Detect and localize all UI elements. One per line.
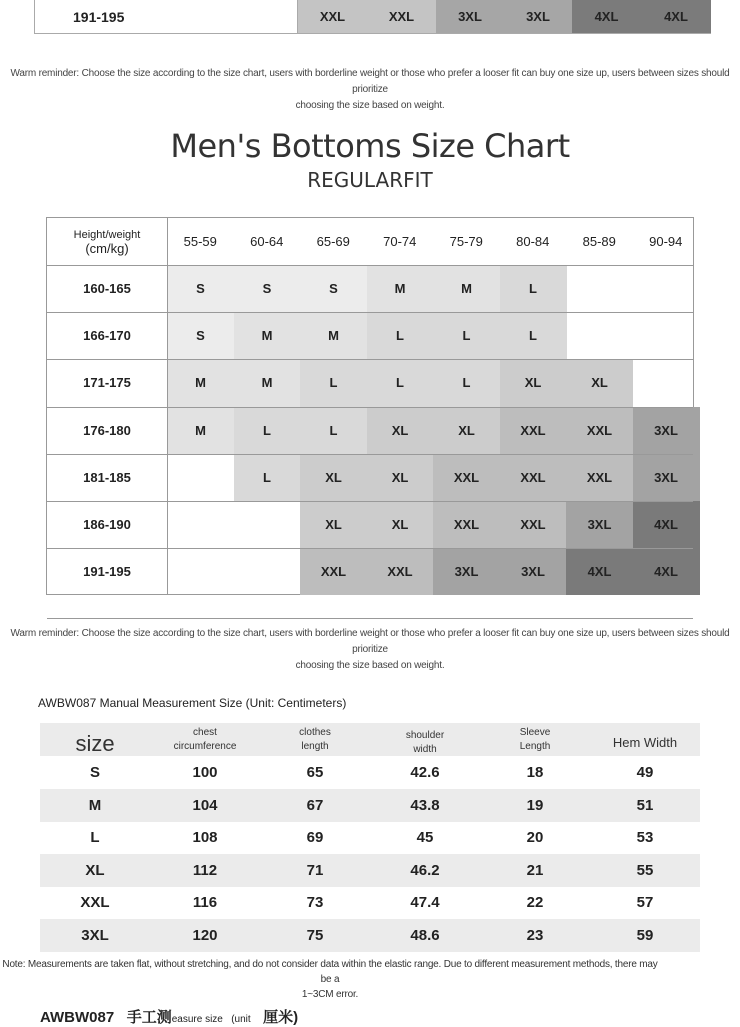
size-chart-table [46,217,694,595]
size-cell: L [234,407,301,454]
header-label-line: Height/weight [73,228,141,241]
size-cell: S [234,265,301,312]
reminder-line: choosing the size based on weight. [295,100,445,111]
measurement-cell-sleeve: 23 [526,927,544,944]
weight-header-cell: 90-94 [649,234,683,249]
measurement-cell-shoulder: 45 [416,829,434,846]
chart-title: Men's Bottoms Size Chart [170,127,570,165]
header-length [260,723,370,756]
size-cell: XXL [566,407,633,454]
size-cell [633,359,700,406]
top-row-cell: 4XL [641,0,711,33]
size-cell: XL [566,359,633,406]
measurement-cell-shoulder: 42.6 [410,764,440,781]
measurement-cell-sleeve: 18 [526,764,544,781]
note-line: Note: Measurements are taken flat, without stretching, and do not consider data within the elastic range. Due to different measurement methods, there may be a [2,959,658,985]
size-cell [566,312,633,359]
top-size-row [34,0,711,34]
size-cell: XXL [300,548,367,595]
row-divider [47,265,693,266]
measurement-cell-hem: 55 [636,862,654,879]
size-cell: L [433,359,500,406]
row-divider [47,407,693,408]
measurement-row [40,789,700,822]
size-cell [633,265,700,312]
size-cell: 4XL [566,548,633,595]
chart-subtitle: REGULARFIT [307,168,433,192]
header-hem: Hem Width [612,735,678,750]
header-chest-line1: chest [193,726,217,738]
measurement-cell-shoulder: 43.8 [410,797,440,814]
size-cell [566,265,633,312]
size-cell: M [367,265,434,312]
measurement-title: AWBW087 Manual Measurement Size (Unit: Centimeters) [38,696,347,710]
header-chest [150,723,260,756]
measurement-cell-size: 3XL [81,927,109,944]
size-cell: M [234,312,301,359]
size-cell: M [300,312,367,359]
height-row-label: 160-165 [83,281,131,297]
size-cell: 4XL [633,501,700,548]
size-cell: S [300,265,367,312]
size-cell [167,501,234,548]
weight-header-cell: 75-79 [449,234,483,249]
size-cell: S [167,312,234,359]
size-cell: XL [500,359,567,406]
size-cell [633,312,700,359]
measurement-cell-length: 67 [306,797,324,814]
weight-header-cell: 65-69 [316,234,350,249]
size-cell: 3XL [500,548,567,595]
size-cell: L [234,454,301,501]
header-sleeve-line1: Sleeve [519,726,551,738]
measurement-cell-length: 73 [306,894,324,911]
measurement-cell-hem: 49 [636,764,654,781]
measurement-row [40,756,700,789]
header-shoulder-line2: width [413,743,437,755]
weight-header-cell: 85-89 [582,234,616,249]
size-cell: 4XL [633,548,700,595]
top-row-cell: XXL [367,0,436,33]
measurement-cell-hem: 53 [636,829,654,846]
header-sleeve [480,723,590,756]
header-length-line2: length [301,740,329,752]
measurement-cell-chest: 120 [192,927,218,944]
header-length-line1: clothes [299,726,331,738]
height-row-label: 191-195 [83,564,131,580]
bottom-title-cm: 厘米) [263,1009,299,1026]
size-cell: M [167,407,234,454]
top-row-cell: 4XL [572,0,641,33]
size-cell: S [167,265,234,312]
weight-header-cell: 80-84 [516,234,550,249]
size-cell: L [500,265,567,312]
size-cell: XXL [500,501,567,548]
size-cell: L [367,359,434,406]
measurement-cell-sleeve: 22 [526,894,544,911]
measurement-cell-size: XL [85,862,105,879]
measurement-cell-chest: 108 [192,829,218,846]
measurement-row [40,886,700,919]
top-row-cell: XXL [298,0,367,33]
size-cell: L [300,407,367,454]
size-cell: XXL [367,548,434,595]
measurement-cell-length: 71 [306,862,324,879]
header-label-line: (cm/kg) [85,240,129,256]
note-line: 1~3CM error. [301,989,359,1000]
measurement-row [40,854,700,887]
reminder-line: Warm reminder: Choose the size according to the size chart, users with borderline weight or those who prefer a looser fit can buy one size up, users between sizes should prioritize [10,68,730,95]
measurement-header-row [40,723,700,756]
size-cell: 3XL [433,548,500,595]
reminder-line: Warm reminder: Choose the size according to the size chart, users with borderline weight or those who prefer a looser fit can buy one size up, users between sizes should prioritize [10,628,730,655]
measurement-cell-chest: 104 [192,797,218,814]
label-column-divider [167,218,168,594]
size-cell: XXL [433,501,500,548]
size-cell: M [234,359,301,406]
measurement-cell-size: XXL [80,894,110,911]
size-cell: XL [367,501,434,548]
size-cell: XXL [566,454,633,501]
height-row-label: 181-185 [83,469,131,485]
top-row-cell: 3XL [504,0,572,33]
row-divider [47,454,693,455]
warm-reminder-bottom [0,626,740,674]
size-cell: XL [433,407,500,454]
weight-header-cell: 55-59 [183,234,217,249]
size-cell [167,548,234,595]
reminder-line: choosing the size based on weight. [295,660,445,671]
warm-reminder-top [0,66,740,114]
size-cell: 3XL [633,454,700,501]
measurement-cell-chest: 116 [192,894,218,911]
size-cell: M [433,265,500,312]
measurement-cell-chest: 100 [192,764,218,781]
measurement-cell-sleeve: 19 [526,797,544,814]
size-cell: XXL [433,454,500,501]
size-cell [234,501,301,548]
size-cell: XL [300,454,367,501]
top-row-cell: 3XL [436,0,504,33]
size-cell: L [433,312,500,359]
header-shoulder-line1: shoulder [405,729,445,741]
size-cell: M [167,359,234,406]
size-cell: XXL [500,454,567,501]
top-row-height-label: 191-195 [34,0,298,33]
measurement-cell-length: 65 [306,764,324,781]
row-divider [47,548,693,549]
weight-header-cell: 60-64 [250,234,284,249]
header-chest-line2: circumference [173,740,237,752]
header-sleeve-line2: Length [519,740,551,752]
measurement-cell-size: S [89,764,100,781]
measurement-cell-shoulder: 48.6 [410,927,440,944]
header-size: size [75,730,115,756]
row-divider [47,501,693,502]
measurement-cell-hem: 57 [636,894,654,911]
height-row-label: 171-175 [83,375,131,391]
size-cell: L [500,312,567,359]
size-cell [234,548,301,595]
measurement-cell-chest: 112 [192,862,218,879]
size-cell: XL [367,454,434,501]
header-height-weight [47,218,167,265]
bottom-title-measure: easure size [171,1014,223,1025]
bottom-title-cn: 手工测 [126,1009,172,1026]
height-row-label: 176-180 [83,422,131,438]
height-row-label: 186-190 [83,517,131,533]
size-cell [167,454,234,501]
measurement-cell-hem: 51 [636,797,654,814]
size-cell: 3XL [566,501,633,548]
measurement-cell-sleeve: 21 [526,862,544,879]
measurement-cell-length: 69 [306,829,324,846]
weight-header-cell: 70-74 [383,234,417,249]
measurement-row [40,919,700,952]
measurement-cell-shoulder: 47.4 [410,894,440,911]
height-row-label: 166-170 [83,328,131,344]
size-cell: XL [367,407,434,454]
measurement-cell-sleeve: 20 [526,829,544,846]
bottom-title-unit: (unit [231,1014,251,1025]
size-cell: L [300,359,367,406]
measurement-note [0,957,660,1002]
size-cell: XL [300,501,367,548]
size-cell: 3XL [633,407,700,454]
size-cell: L [367,312,434,359]
measurement-cell-shoulder: 46.2 [410,862,440,879]
header-shoulder [370,723,480,756]
measurement-cell-hem: 59 [636,927,654,944]
bottom-title-code: AWBW087 [40,1009,115,1026]
measurement-row [40,821,700,854]
measurement-cell-size: L [90,829,100,846]
section-divider [47,618,693,619]
row-divider [47,312,693,313]
measurement-cell-length: 75 [306,927,324,944]
measurement-cell-size: M [88,797,102,814]
row-divider [47,359,693,360]
size-cell: XXL [500,407,567,454]
